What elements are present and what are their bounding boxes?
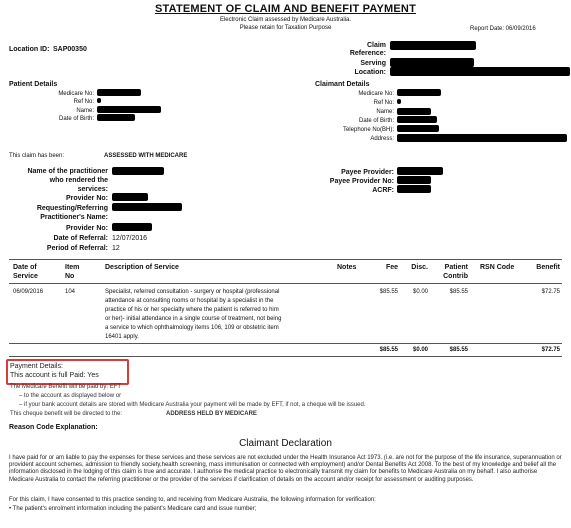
statement-title: STATEMENT OF CLAIM AND BENEFIT PAYMENT: [154, 3, 416, 15]
provider-no-label: Provider No:: [65, 195, 108, 202]
row-desc-line-3: practice of his or her specialty where the patient is referred to him: [105, 307, 279, 313]
date-referral-value: 12/07/2016: [112, 235, 148, 242]
totals-top-rule: [9, 343, 562, 344]
declaration-paragraph-2: For this claim, I have consented to this practice sending to, and receiving from Medicare Australia, the following information for verification:: [9, 497, 376, 503]
claim-ref-label: Claim: [366, 42, 386, 49]
declaration-paragraph-1: I have paid for or am liable to pay the expenses for these services and these services are not excluded under the Health Insurance Act 1973. (i.e. are not for the purpose of the life insurance, superannuation or provident account schemes, admission to friendly society,health screening, mass immunisation or connected with employment) and/or Dental Benefits Act 2008. To the best of my knowledge and belief all the information disclosed in the lodging of this claim is true and accurate. I authorise the medical practice to electronically transmit my claim for benefits to Medicare Australia on my behalf. I also authorise Medicare Australia to contact the referring practitioner or the provider of the services if clarification of details on the account and/or receipt for assessment or auditing purposes.: [9, 455, 562, 483]
claimant-medicare-label: Medicare No:: [358, 91, 394, 97]
total-benefit: $72.75: [541, 347, 560, 353]
redacted-serving: [390, 58, 474, 67]
patient-name-label: Name:: [76, 108, 94, 114]
table-top-rule: [9, 259, 562, 260]
claimant-dob-label: Date of Birth:: [358, 118, 394, 124]
acrf-label: ACRF:: [372, 187, 394, 194]
th-rsn: RSN Code: [480, 264, 515, 271]
patient-details-heading: Patient Details: [9, 81, 58, 88]
redacted-patient-name: [97, 106, 161, 113]
payment-line-2: – to the account as displayed below or: [19, 393, 122, 399]
serving-label: Serving: [360, 60, 386, 67]
th-item: Item: [65, 264, 80, 271]
period-referral-label: Period of Referral:: [46, 245, 108, 252]
practitioner-name-label-2: who rendered the: [49, 177, 108, 184]
referring-label-1: Requesting/Referring: [36, 205, 108, 212]
total-fee: $85.55: [379, 347, 398, 353]
assessment-label: This claim has been:: [9, 153, 65, 159]
location-label: Location:: [354, 69, 386, 76]
referring-label-2: Practitioner's Name:: [40, 214, 108, 221]
th-patient-2: Contrib: [443, 273, 468, 280]
payee-provider-no-label: Payee Provider No:: [329, 178, 394, 185]
patient-dob-label: Date of Birth:: [58, 116, 94, 122]
redacted-claimant-medicare: [397, 89, 441, 96]
th-disc: Disc.: [411, 264, 428, 271]
claimant-ref-label: Ref No:: [373, 100, 394, 106]
row-benefit: $72.75: [541, 289, 560, 295]
patient-ref-label: Ref No:: [73, 99, 94, 105]
date-referral-label: Date of Referral:: [53, 235, 108, 242]
redacted-practitioner-name: [112, 167, 164, 175]
row-fee: $85.55: [379, 289, 398, 295]
payment-full-paid: This account is full Paid: Yes: [10, 372, 99, 379]
redacted-claimant-address: [397, 134, 567, 142]
redacted-payee-provider: [397, 167, 443, 175]
claim-ref-label-2: Reference:: [349, 50, 386, 57]
row-desc-line-4: or her)- initial attendance in a single course of treatment, not being: [105, 316, 282, 322]
redacted-patient-medicare: [97, 89, 141, 96]
row-desc-line-5: a service to which ophthalmology items 106, 109 or obstetric item: [105, 325, 279, 331]
th-benefit: Benefit: [536, 264, 560, 271]
row-patient: $85.55: [449, 289, 468, 295]
report-date: Report Date: 06/09/2016: [470, 26, 536, 32]
claimant-phone-label: Telephone No(BH):: [342, 127, 394, 133]
redacted-claimant-name: [397, 108, 431, 115]
location-id-value: SAP00350: [53, 46, 87, 53]
th-date-2: Service: [13, 273, 38, 280]
redacted-payee-provider-no: [397, 176, 431, 184]
statement-subtitle-2: Please retain for Taxation Purpose: [239, 25, 332, 31]
redacted-referring-name: [112, 203, 182, 211]
th-item-2: No: [65, 273, 75, 280]
row-desc-line-1: Specialist, referred consultation - surgery or hospital (professional: [105, 289, 280, 295]
declaration-title: Claimant Declaration: [239, 438, 332, 449]
payee-provider-label: Payee Provider:: [341, 169, 394, 176]
statement-subtitle: Electronic Claim assessed by Medicare Australia.: [219, 17, 352, 23]
table-header-rule: [9, 283, 562, 284]
payment-line-4-value: ADDRESS HELD BY MEDICARE: [166, 411, 257, 417]
assessment-value: ASSESSED WITH MEDICARE: [104, 153, 188, 159]
redacted-provider-no: [112, 193, 148, 201]
practitioner-name-label-3: services:: [77, 186, 108, 193]
practitioner-name-label-1: Name of the practitioner: [27, 168, 108, 175]
claimant-address-label: Address:: [370, 136, 394, 142]
row-desc-line-6: 16401 apply.: [105, 334, 139, 340]
reason-code-label: Reason Code Explanation:: [9, 424, 98, 431]
payment-details-heading: Payment Details:: [10, 363, 63, 370]
redacted-acrf: [397, 185, 431, 193]
th-desc: Description of Service: [105, 264, 179, 271]
row-desc-line-2: attendance at consulting rooms or hospital by a specialist in the: [105, 298, 274, 304]
row-item: 104: [65, 289, 76, 295]
payment-line-4-prefix: This cheque benefit will be directed to the:: [10, 411, 123, 417]
th-notes: Notes: [337, 264, 357, 271]
redacted-ref-provider-no: [112, 223, 152, 231]
redacted-patient-dob: [97, 114, 135, 121]
total-patient: $85.55: [449, 347, 468, 353]
th-date: Date of: [13, 264, 37, 271]
patient-medicare-label: Medicare No:: [58, 91, 94, 97]
total-disc: $0.00: [412, 347, 428, 353]
row-date: 06/09/2016: [13, 289, 44, 295]
location-id-label: Location ID:: [9, 46, 50, 53]
redacted-claim-ref: [390, 41, 476, 50]
th-patient: Patient: [444, 264, 468, 271]
redacted-claimant-dob: [397, 116, 437, 123]
redacted-patient-ref: [97, 98, 101, 103]
claimant-details-heading: Claimant Details: [315, 81, 370, 88]
declaration-bullet-1: • The patient's enrolment information including the patient's Medicare card and issue number;: [9, 506, 257, 512]
redacted-location: [390, 67, 570, 76]
redacted-claimant-ref: [397, 99, 401, 104]
row-disc: $0.00: [412, 289, 428, 295]
totals-bottom-rule: [9, 356, 562, 357]
ref-provider-no-label: Provider No:: [65, 225, 108, 232]
claimant-name-label: Name:: [376, 109, 394, 115]
period-referral-value: 12: [112, 245, 120, 252]
redacted-claimant-phone: [397, 125, 439, 132]
payment-line-1: The Medicare Benefit will be paid by: EFT: [10, 384, 122, 390]
payment-line-3: – if your bank account details are stored with Medicare Australia your payment will be made by EFT, if not, a cheque will be issued.: [19, 402, 366, 408]
th-fee: Fee: [385, 264, 398, 271]
